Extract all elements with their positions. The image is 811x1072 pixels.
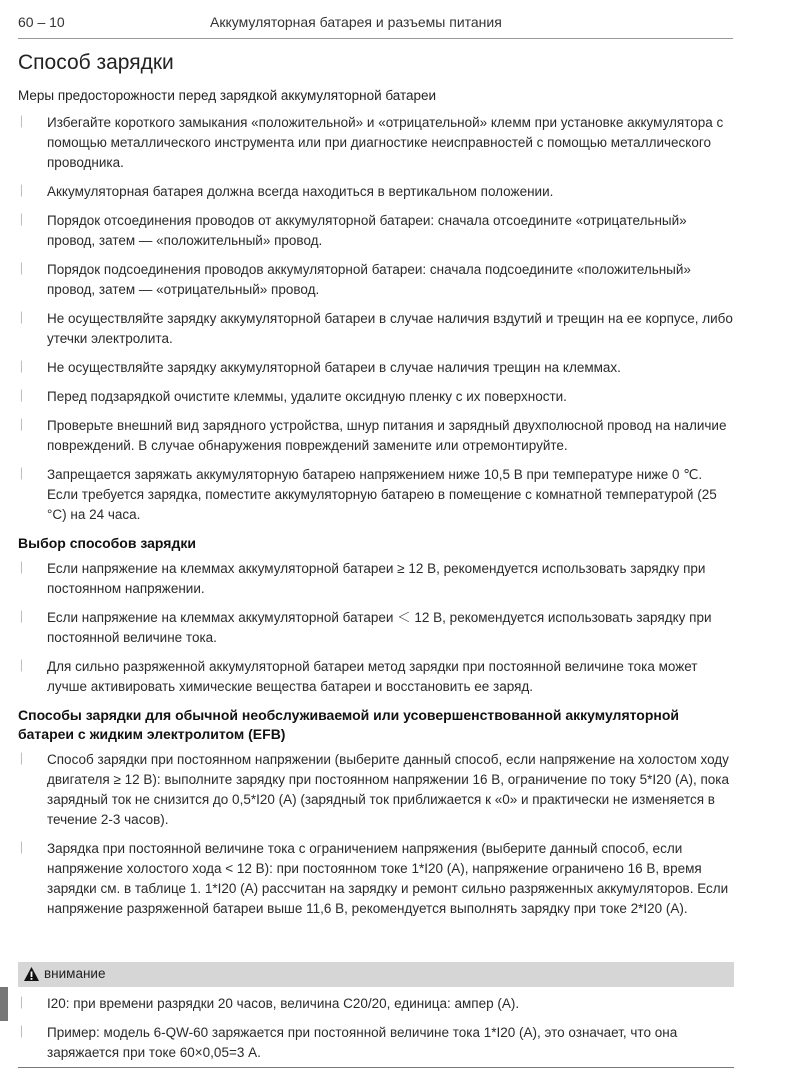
notice-content (18, 994, 736, 1072)
main-content (18, 50, 736, 928)
bullet-icon: ▏ (21, 186, 29, 197)
bullet-icon: ▏ (21, 420, 29, 431)
section-heading-methods: Способы зарядки для обычной необслуживаемой или усовершенствованной аккумуляторной батареи с жидким электролитом (EFB) (18, 707, 680, 742)
bullet-icon: ▏ (21, 661, 29, 672)
warning-icon (23, 966, 40, 982)
bullet-icon: ▏ (21, 612, 29, 623)
bullet-icon: ▏ (21, 117, 29, 128)
list-item: ▏ Запрещается заряжать аккумуляторную батарею напряжением ниже 10,5 В при температуре ниже 0 ℃. Если требуется зарядка, поместите аккумуляторную батарею в помещение с комнатной температурой (25 °С) на 24 часа. (21, 467, 717, 522)
notice-label: внимание (44, 966, 106, 981)
bullet-icon: ▏ (21, 264, 29, 275)
list-item: ▏ Для сильно разряженной аккумуляторной батареи метод зарядки при постоянной величине тока может лучше активировать химические вещества батареи и восстановить ее заряд. (21, 659, 698, 694)
bullet-icon: ▏ (21, 391, 29, 402)
page-edge-tab (0, 987, 8, 1021)
list-item: ▏ Если напряжение на клеммах аккумуляторной батареи ≥ 12 В, рекомендуется использовать зарядку при постоянном напряжении. (21, 561, 706, 596)
notice-list (18, 994, 736, 1063)
list-item: ▏ Способ зарядки при постоянном напряжении (выберите данный способ, если напряжение на холостом ходу двигателя ≥ 12 В): выполните зарядку при постоянном напряжении 16 В, ограничение по току 5*I20 (А), пока зарядный ток не снизится до 0,5*I20 (А) (зарядный ток приближается к «0» и практически не изменяется в течение 2-3 часов). (21, 752, 729, 827)
section-heading-choice: Выбор способов зарядки (18, 535, 196, 551)
bullet-icon: ▏ (21, 1027, 29, 1038)
list-item: ▏ Не осуществляйте зарядку аккумуляторной батареи в случае наличия вздутий и трещин на ее корпусе, либо утечки электролита. (21, 311, 733, 346)
page-title: Способ зарядки (18, 51, 174, 74)
list-item: ▏ Перед подзарядкой очистите клеммы, удалите оксидную пленку с их поверхности. (18, 387, 736, 407)
running-title: Аккумуляторная батарея и разъемы питания (210, 14, 502, 30)
bullet-icon: ▏ (21, 215, 29, 226)
list-item: ▏ Избегайте короткого замыкания «положительной» и «отрицательной» клемм при установке аккумулятора с помощью металлического инструмента или при диагностике неисправностей с помощью металлического проводника. (21, 115, 724, 170)
list-item: ▏ Если напряжение на клеммах аккумуляторной батареи ＜ 12 В, рекомендуется использовать зарядку при постоянной величине тока. (21, 610, 712, 645)
precautions-list (18, 113, 736, 525)
list-item: ▏ Не осуществляйте зарядку аккумуляторной батареи в случае наличия трещин на клеммах. (18, 358, 736, 378)
list-item: ▏ Порядок отсоединения проводов от аккумуляторной батареи: сначала отсоедините «отрицательный» провод, затем — «положительный» провод. (21, 213, 687, 248)
list-item: ▏ Проверьте внешний вид зарядного устройства, шнур питания и зарядный двухполюсной провод на наличие повреждений. В случае обнаружения повреждений замените или отремонтируйте. (21, 418, 727, 453)
list-item: ▏ Порядок подсоединения проводов аккумуляторной батареи: сначала подсоедините «положительный» провод, затем — «отрицательный» провод. (21, 262, 691, 297)
list-item: ▏ Аккумуляторная батарея должна всегда находиться в вертикальном положении. (18, 182, 736, 202)
page-header (18, 8, 733, 39)
bottom-rule (18, 1067, 734, 1068)
list-item: ▏ I20: при времени разрядки 20 часов, величина С20/20, единица: ампер (А). (18, 994, 736, 1014)
list-item: ▏ Пример: модель 6-QW-60 заряжается при постоянной величине тока 1*I20 (А), это означает, что она заряжается при токе 60×0,05=3 А. (21, 1025, 678, 1060)
bullet-icon: ▏ (21, 313, 29, 324)
page-number: 60 – 10 (18, 14, 65, 30)
list-item: ▏ Зарядка при постоянной величине тока с ограничением напряжения (выберите данный способ, если напряжение холостого хода < 12 В): при постоянном токе 1*I20 (А), напряжение ограничено 16 В, время зарядки см. в таблице 1. 1*I20 (А) рассчитан на зарядку и ремонт сильно разряженных аккумуляторов. Если напряжение разряженной батареи выше 11,6 В, рекомендуется выполнять зарядку при токе 2*I20 (А). (21, 841, 729, 916)
bullet-icon: ▏ (21, 563, 29, 574)
bullet-icon: ▏ (21, 843, 29, 854)
choice-list (18, 559, 736, 697)
notice-bar (18, 962, 734, 987)
bullet-icon: ▏ (21, 754, 29, 765)
precautions-lead: Меры предосторожности перед зарядкой аккумуляторной батареи (18, 88, 437, 103)
bullet-icon: ▏ (21, 469, 29, 480)
bullet-icon: ▏ (21, 998, 29, 1009)
methods-list (18, 750, 736, 919)
bullet-icon: ▏ (21, 362, 29, 373)
